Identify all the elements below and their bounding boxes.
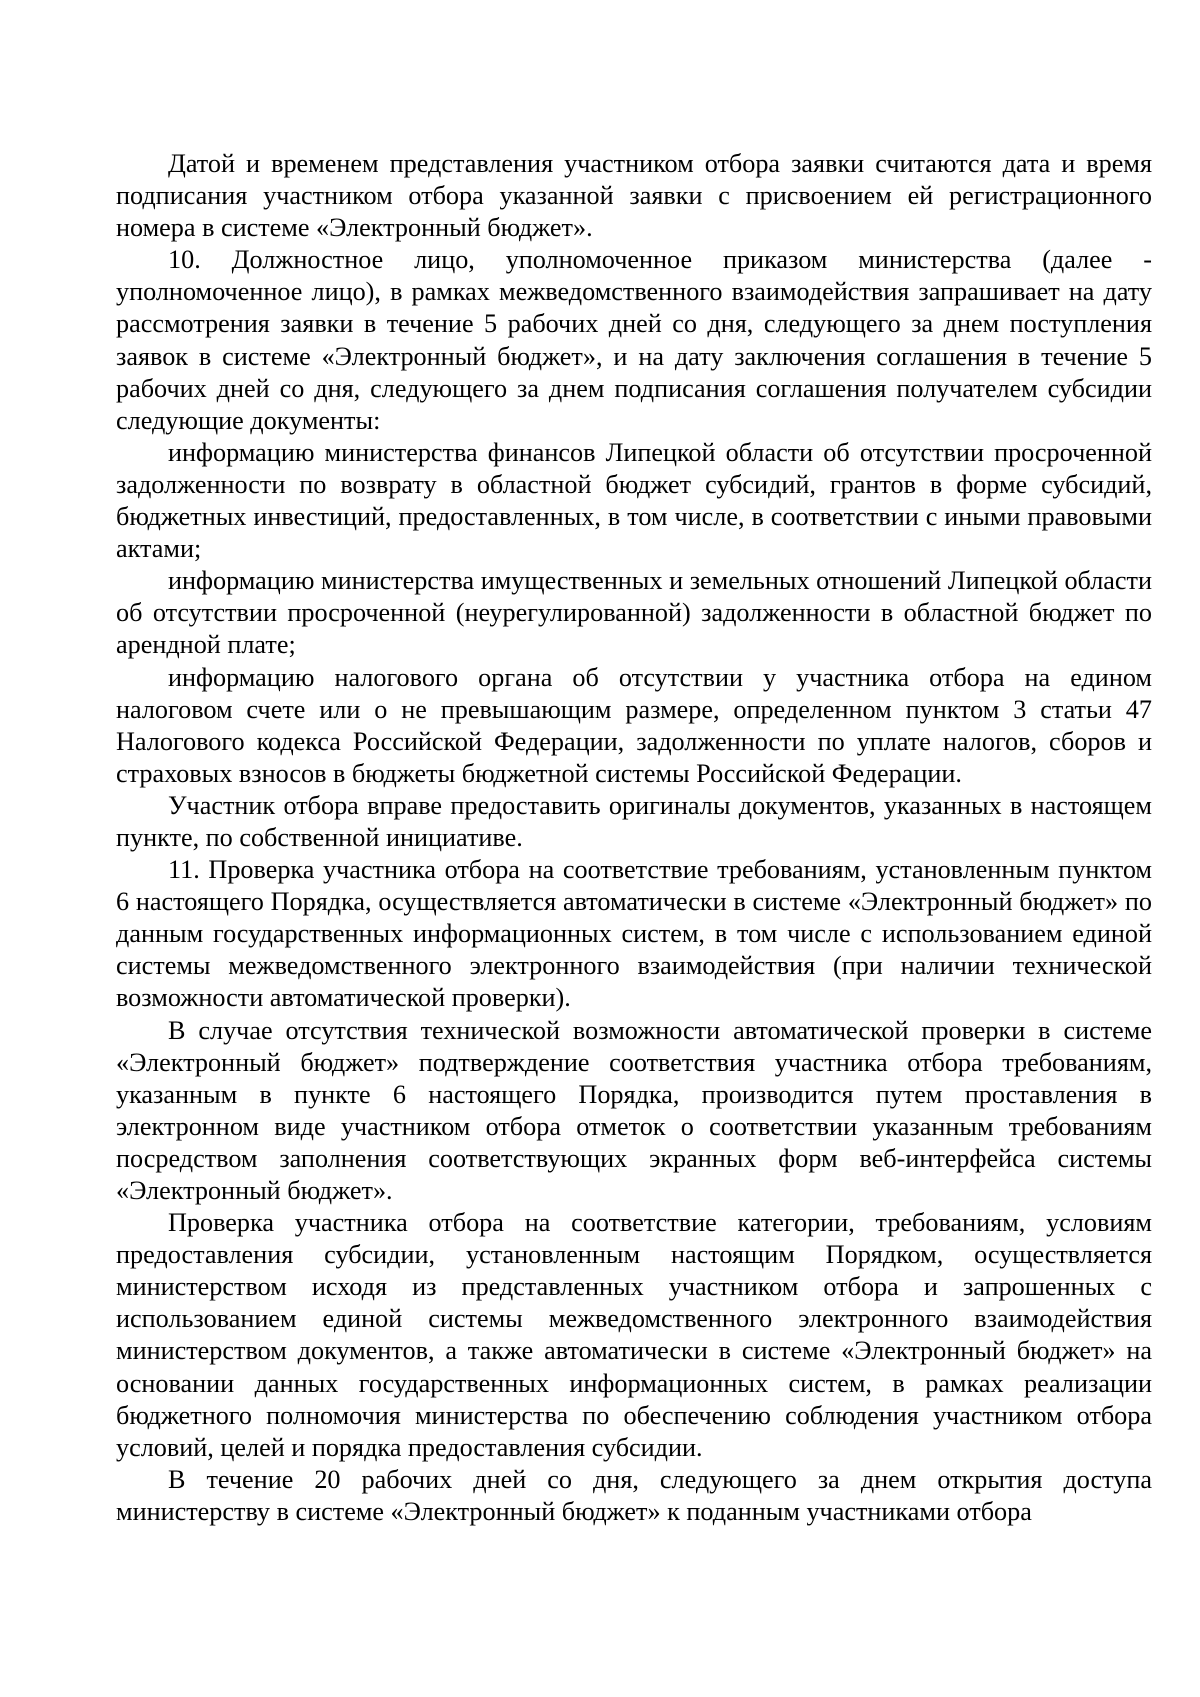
paragraph-tax-authority-info: информацию налогового органа об отсутствии у участника отбора на едином налоговом счете или о не превышающим размере, определенном пунктом 3 статьи 47 Налогового кодекса Российской Федерации, задолженности по уплате налогов, сборов и страховых взносов в бюджеты бюджетной системы Российской Федерации. xyxy=(116,662,1152,788)
paragraph-twenty-working-days: В течение 20 рабочих дней со дня, следующего за днем открытия доступа министерству в системе «Электронный бюджет» к поданным участниками отбора xyxy=(116,1464,1152,1526)
paragraph-own-initiative: Участник отбора вправе предоставить оригиналы документов, указанных в настоящем пункте, по собственной инициативе. xyxy=(116,790,1152,852)
paragraph-ministry-verification: Проверка участника отбора на соответствие категории, требованиям, условиям предоставления субсидии, установленным настоящим Порядком, осуществляется министерством исходя из представленных участником отбора и запрошенных с использованием единой системы межведомственного электронного взаимодействия министерством документов, а также автоматически в системе «Электронный бюджет» на основании данных государственных информационных систем, в рамках реализации бюджетного полномочия министерства по обеспечению соблюдения участником отбора условий, целей и порядка предоставления субсидии. xyxy=(116,1208,1152,1462)
paragraph-clause-10: 10. Должностное лицо, уполномоченное приказом министерства (далее - уполномоченное лицо), в рамках межведомственного взаимодействия запрашивает на дату рассмотрения заявки в течение 5 рабочих дней со дня, следующего за днем поступления заявок в системе «Электронный бюджет», и на дату заключения соглашения в течение 5 рабочих дней со дня, следующего за днем подписания соглашения получателем субсидии следующие документы: xyxy=(116,245,1152,435)
paragraph-property-ministry-info: информацию министерства имущественных и земельных отношений Липецкой области об отсутствии просроченной (неурегулированной) задолженности в областной бюджет по арендной плате; xyxy=(116,566,1152,660)
paragraph-clause-11: 11. Проверка участника отбора на соответствие требованиям, установленным пунктом 6 настоящего Порядка, осуществляется автоматически в системе «Электронный бюджет» по данным государственных информационных систем, в том числе с использованием единой системы межведомственного электронного взаимодействия (при наличии технической возможности автоматической проверки). xyxy=(116,855,1152,1013)
paragraph-submission-datetime: Датой и временем представления участником отбора заявки считаются дата и время подписания участником отбора указанной заявки с присвоением ей регистрационного номера в системе «Электронный бюджет». xyxy=(116,149,1152,243)
paragraph-finance-ministry-info: информацию министерства финансов Липецкой области об отсутствии просроченной задолженности по возврату в областной бюджет субсидий, грантов в форме субсидий, бюджетных инвестиций, предоставленных, в том числе, в соответствии с иными правовыми актами; xyxy=(116,437,1152,564)
paragraph-no-technical-possibility: В случае отсутствия технической возможности автоматической проверки в системе «Электронный бюджет» подтверждение соответствия участника отбора требованиям, указанным в пункте 6 настоящего Порядка, производится путем проставления в электронном виде участником отбора отметок о соответствии указанным требованиям посредством заполнения соответствующих экранных форм веб-интерфейса системы «Электронный бюджет». xyxy=(116,1015,1152,1205)
document-body xyxy=(116,148,1152,1528)
